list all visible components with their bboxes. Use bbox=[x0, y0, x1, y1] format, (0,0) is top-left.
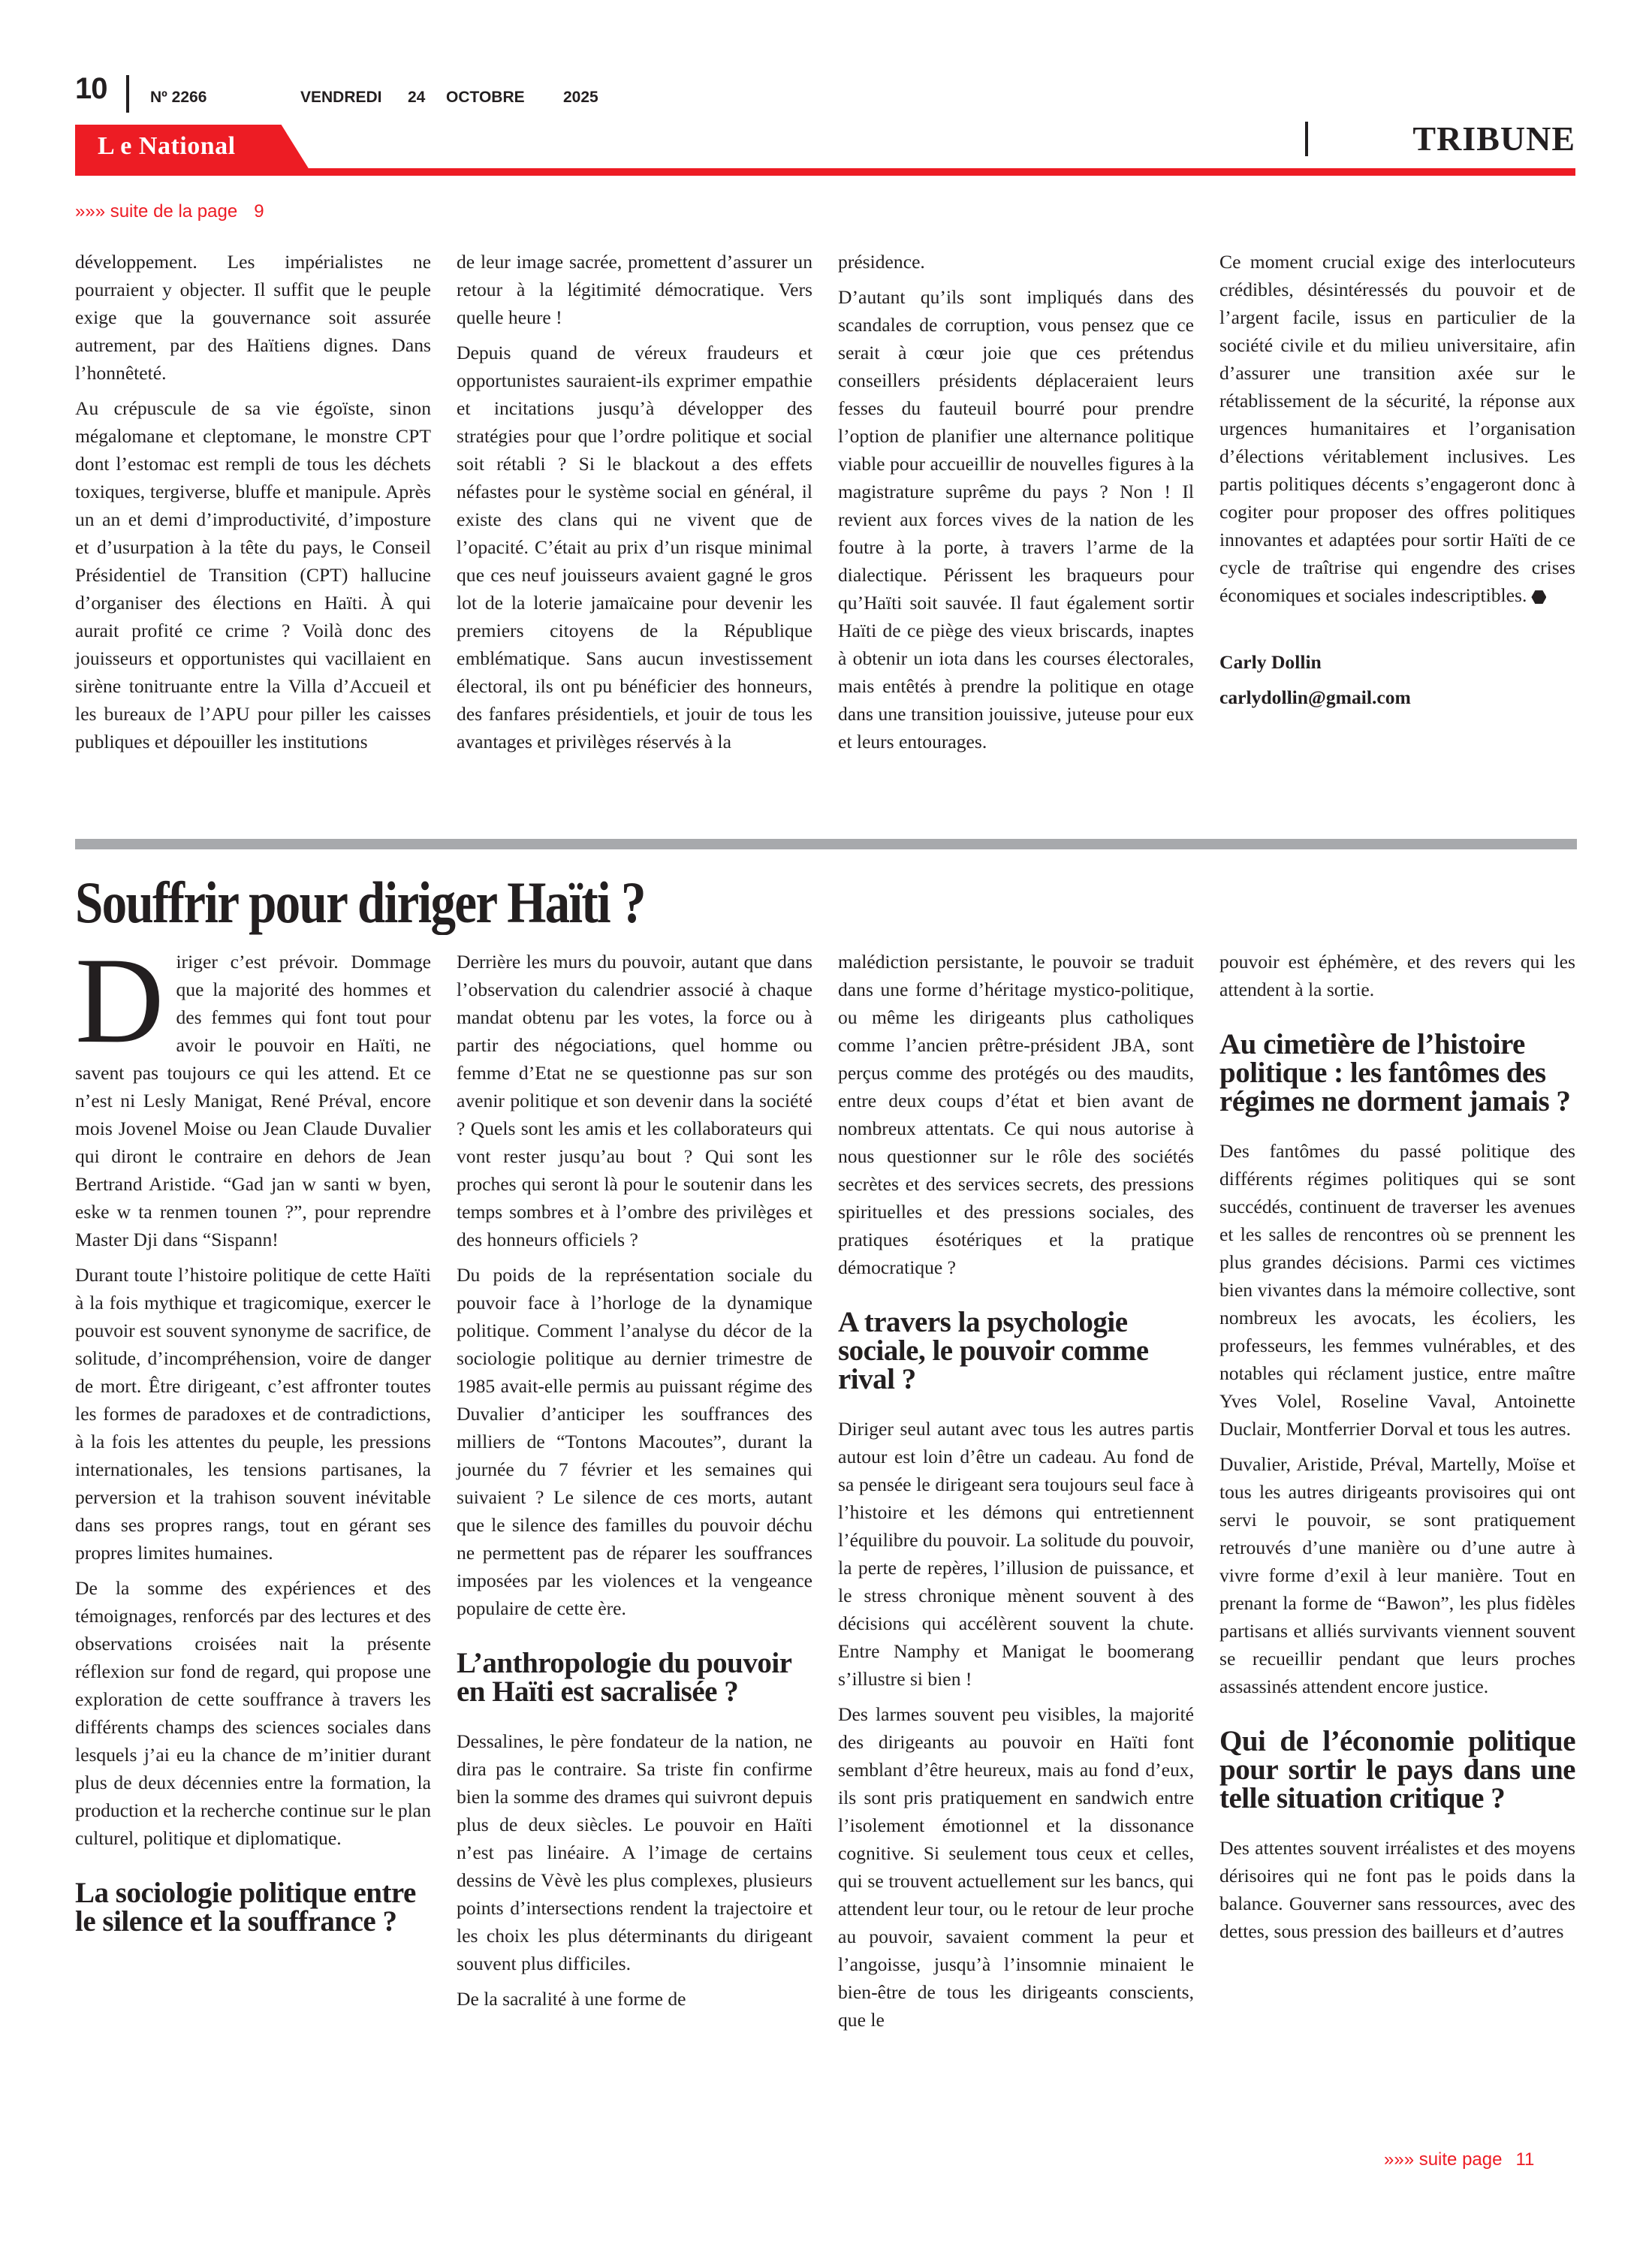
continued-from-page: 9 bbox=[254, 201, 264, 222]
paragraph: Des attentes souvent irréalistes et des moyens dérisoires qui ne font pas le poids dans la balance. Gouverner sans ressources, avec des dettes, sous pression des bailleurs et d’autres bbox=[1219, 1837, 1575, 1942]
paragraph: Des fantômes du passé politique des différents régimes politiques qui se sont succédés, continuent de traverser les avenues et les salles de rencontres où se prennent les plus grandes décisions. Parmi ces victimes bien vivantes dans la mémoire collective, sont nombreux les avocats, les écoliers, les professeurs, les femmes vulnérables, et des notables qui réclament justice, entre maître Yves Volel, Roseline Vaval, Antoinette Duclair, Montferrier Dorval et tous les autres. bbox=[1219, 1140, 1575, 1440]
header-divider bbox=[126, 75, 129, 113]
article-separator bbox=[75, 839, 1577, 849]
author-email[interactable]: carlydollin@gmail.com bbox=[1219, 686, 1411, 708]
subheading: A travers la psychologie sociale, le pouvoir comme rival ? bbox=[838, 1306, 1149, 1395]
paragraph: de leur image sacrée, promettent d’assurer un retour à la légitimité démocratique. Vers quelle heure ! bbox=[457, 251, 812, 328]
continued-to-page: 11 bbox=[1515, 2149, 1535, 2170]
paragraph-final bbox=[1219, 248, 1575, 609]
article1-column-3 bbox=[838, 248, 1194, 756]
article2-column-4 bbox=[1219, 948, 1575, 1945]
date-day: 24 bbox=[408, 89, 426, 106]
paragraph: Dessalines, le père fondateur de la nation, ne dira pas le contraire. Sa triste fin confirme bien la somme des drames qui suivront depuis plus de deux siècles. Le pouvoir en Haïti n’est pas linéaire. A l’image de certains dessins de Vèvè les plus complexes, plusieurs points d’intersections rendent la trajectoire et les choix les plus déterminants du dirigeant souvent plus difficiles. bbox=[457, 1730, 812, 1974]
author-name: Carly Dollin bbox=[1219, 651, 1322, 673]
header-rule bbox=[75, 168, 1575, 176]
paragraph-text: Ce moment crucial exige des interlocuteurs crédibles, désintéressés du pouvoir et de l’argent facile, issus en particulier de la société civile et du milieu universitaire, afin d’assurer une transition axée sur le rétablissement de la sécurité, la réponse aux urgences humanitaires et l’organisation d’élections véritablement inclusives. Les partis politiques décents s’engageront donc à cogiter pour proposer des offres politiques innovantes et adaptées pour sortir Haïti de ce cycle de traîtrise qui engendre des crises économiques et sociales indescriptibles. bbox=[1219, 251, 1575, 606]
brand-logo: L e National bbox=[98, 132, 236, 160]
paragraph: Du poids de la représentation sociale du pouvoir face à l’horloge de la dynamique politique. Comment l’analyse du décor de la sociologie politique au dernier trimestre de 1985 avait-elle permis au puissant régime des Duvalier d’anticiper les souffrances des milliers de “Tontons Macoutes”, durant la journée du 7 février et les semaines qui suivaient ? Le silence de ces morts, autant que le silence des familles du pouvoir déchu ne permettent pas de réparer les souffrances imposées par les violences et la vengeance populaire de cette ère. bbox=[457, 1264, 812, 1619]
paragraph: présidence. bbox=[838, 251, 925, 273]
article-headline: Souffrir pour diriger Haïti ? bbox=[75, 870, 645, 935]
article2-column-2 bbox=[457, 948, 812, 2013]
intro-text: iriger c’est prévoir. Dommage que la majorité des hommes et des femmes qui font tout pour avoir le pouvoir en Haïti, ne savent pas toujours ce qui les attend. Et ce n’est ni Lesly Manigat, René Préval, encore mois Jovenel Moise ou Jean Claude Duvalier qui diront le contraire en dehors de Jean Bertrand Aristide. “Gad jan w santi w byen, eske w ta renmen tounen ?”, pour reprendre Master Dji dans “Sispann! bbox=[75, 951, 431, 1250]
paragraph: développement. Les impérialistes ne pourraient y objecter. Il suffit que le peuple exige que la gouvernance soit assurée autrement, par des Haïtiens dignes. Dans l’honnêteté. bbox=[75, 251, 431, 384]
drop-cap: D bbox=[75, 933, 164, 1069]
subheading: La sociologie politique entre le silence et la souffrance ? bbox=[75, 1877, 416, 1938]
date-weekday: VENDREDI bbox=[300, 89, 382, 106]
paragraph: Durant toute l’histoire politique de cette Haïti à la fois mythique et tragicomique, exercer le pouvoir est souvent synonyme de sacrifice, de solitude, d’incompréhension, voire de danger de mort. Être dirigeant, c’est affronter toutes les formes de paradoxes et de contradictions, à la fois les attentes du peuple, les pressions internationales, les tensions partisanes, la perversion et la trahison souvent inévitable dans ses propres rangs, tout en gérant ses propres limites humaines. bbox=[75, 1264, 431, 1564]
subheading: Qui de l’économie politique pour sortir le pays dans une telle situation critique ? bbox=[1219, 1725, 1575, 1814]
paragraph: D’autant qu’ils sont impliqués dans des scandales de corruption, vous pensez que ce serait à cœur joie que ces prétendus conseillers présidents déplaceraient leurs fesses du fauteuil bourré pour prendre l’option de planifier une alternance politique viable pour accueillir de nouvelles figures à la magistrature suprême du pays ? Non ! Il revient aux forces vives de la nation de les foutre à la porte, à travers l’arme de la dialectique. Périssent les braqueurs pour qu’Haïti soit sauvée. Il faut également sortir Haïti de ce piège des vieux briscards, inaptes à obtenir un iota dans les courses électorales, mais entêtés à prendre la politique en otage dans une transition jouissive, juteuse pour eux et leurs entourages. bbox=[838, 286, 1194, 753]
section-label: TRIBUNE bbox=[1412, 119, 1575, 158]
paragraph: Depuis quand de véreux fraudeurs et opportunistes sauraient-ils exprimer empathie et incitations jusqu’à développer des stratégies pour que l’ordre politique et social soit rétabli ? Si le blackout a des effets néfastes pour le système social en général, il existe des clans qui ne vivent que de l’opacité. C’était au prix d’un risque minimal que ces neuf jouisseurs avaient gagné le gros lot de la loterie jamaïcaine pour devenir les premiers citoyens de la République emblématique. Sans aucun investissement électoral, ils ont pu bénéficier des honneurs, des fanfares présidentiels, et jouir de tous les avantages et privilèges réservés à la bbox=[457, 342, 812, 753]
continued-to[interactable] bbox=[1384, 2149, 1534, 2170]
page-number: 10 bbox=[75, 72, 107, 105]
paragraph: Des larmes souvent peu visibles, la majorité des dirigeants au pouvoir en Haïti font semblant d’être heureux, mais au fond d’eux, ils sont pris pratiquement en sandwich entre l’isolement émotionnel et la dissonance cognitive. Si seulement tous ceux et celles, qui se trouvent actuellement sur les bancs, qui attendent leur tour, ou le retour de leur proche au pouvoir, savaient comment la peur et l’angoisse, jusqu’à l’insomnie minaient le bien-être de tous les dirigeants conscients, que le bbox=[838, 1703, 1194, 2031]
hexagon-end-mark-icon bbox=[1531, 590, 1546, 604]
article1-column-2 bbox=[457, 248, 812, 756]
intro-paragraph bbox=[75, 933, 431, 1253]
subheading: L’anthropologie du pouvoir en Haïti est sacralisée ? bbox=[457, 1647, 791, 1708]
date-year: 2025 bbox=[563, 89, 598, 106]
paragraph: De la somme des expériences et des témoignages, renforcés par des lectures et des observations croisées nait la présente réflexion sur fond de regard, qui propose une exploration de cette souffrance à travers les différents champs des sciences sociales dans lesquels j’ai eu la chance de m’initier durant plus de deux décennies entre la formation, la production et la recherche continue sur le plan culturel, politique et diplomatique. bbox=[75, 1577, 431, 1849]
continued-from-label: »»» suite de la page bbox=[75, 201, 238, 222]
subheading: Au cimetière de l’histoire politique : les fantômes des régimes ne dorment jamais ? bbox=[1219, 1028, 1571, 1117]
article1-column-1 bbox=[75, 248, 431, 756]
paragraph: Derrière les murs du pouvoir, autant que dans l’observation du calendrier associé à chaque mandat obtenu par les votes, la force ou à partir des négociations, quel homme ou femme d’Etat ne se questionne pas sur son avenir politique et son devenir dans la société ? Quels sont les amis et les collaborateurs qui vont rester jusqu’au bout ? Qui sont les proches qui seront là pour le soutenir dans les temps sombres et à l’ombre des privilèges et des honneurs officiels ? bbox=[457, 951, 812, 1250]
paragraph: malédiction persistante, le pouvoir se traduit dans une forme d’héritage mystico-politique, ou même les dirigeants plus catholiques comme l’ancien prêtre-président JBA, sont perçus comme des protégés ou des maudits, entre deux coups d’état et bien avant de nombreux attentats. Ce qui nous autorise à nous questionner sur le rôle des sociétés secrètes et des services secrets, des pressions spirituelles et des pressions sociales, des pratiques ésotériques et la pratique démocratique ? bbox=[838, 951, 1194, 1278]
article1-column-4 bbox=[1219, 248, 1575, 711]
paragraph: pouvoir est éphémère, et des revers qui les attendent à la sortie. bbox=[1219, 951, 1575, 1000]
paragraph: Diriger seul autant avec tous les autres partis autour est loin d’être un cadeau. Au fond de sa pensée le dirigeant sera toujours seul face à l’histoire et les démons qui entretiennent l’équilibre du pouvoir. La solitude du pouvoir, la perte de repères, l’illusion de puissance, et le stress chronique mènent souvent à des décisions qui accélèrent souvent la chute. Entre Namphy et Manigat le boomerang s’illustre si bien ! bbox=[838, 1418, 1194, 1690]
article2-column-1 bbox=[75, 933, 431, 1957]
date-month: OCTOBRE bbox=[446, 89, 525, 106]
section-divider bbox=[1305, 122, 1308, 156]
continued-to-label: »»» suite page bbox=[1384, 2149, 1503, 2170]
paragraph: Duvalier, Aristide, Préval, Martelly, Moïse et tous les autres dirigeants provisoires qui ont servi le pouvoir, se sont pratiquement retrouvés d’une manière ou d’une autre à vivre forme d’exil à leur manière. Tout en prenant la forme de “Bawon”, les plus fidèles partisans et alliés survivants viennent souvent se recueillir pendant que leurs proches assassinés attendent encore justice. bbox=[1219, 1453, 1575, 1697]
issue-number: Nº 2266 bbox=[150, 89, 207, 106]
continued-from[interactable] bbox=[75, 201, 264, 222]
article2-column-3 bbox=[838, 948, 1194, 2034]
paragraph: Au crépuscule de sa vie égoïste, sinon mégalomane et cleptomane, le monstre CPT dont l’estomac est rempli de tous les déchets toxiques, tergiverse, bluffe et manipule. Après un an et demi d’improductivité, d’imposture et d’usurpation à la tête du pays, le Conseil Présidentiel de Transition (CPT) hallucine d’organiser des élections en Haïti. À qui aurait profité ce crime ? Voilà donc des jouisseurs et opportunistes qui vacillaient en sirène tonitruante entre la Villa d’Accueil et les bureaux de l’APU pour piller les caisses publiques et dépouiller les institutions bbox=[75, 397, 431, 753]
paragraph: De la sacralité à une forme de bbox=[457, 1988, 686, 2010]
